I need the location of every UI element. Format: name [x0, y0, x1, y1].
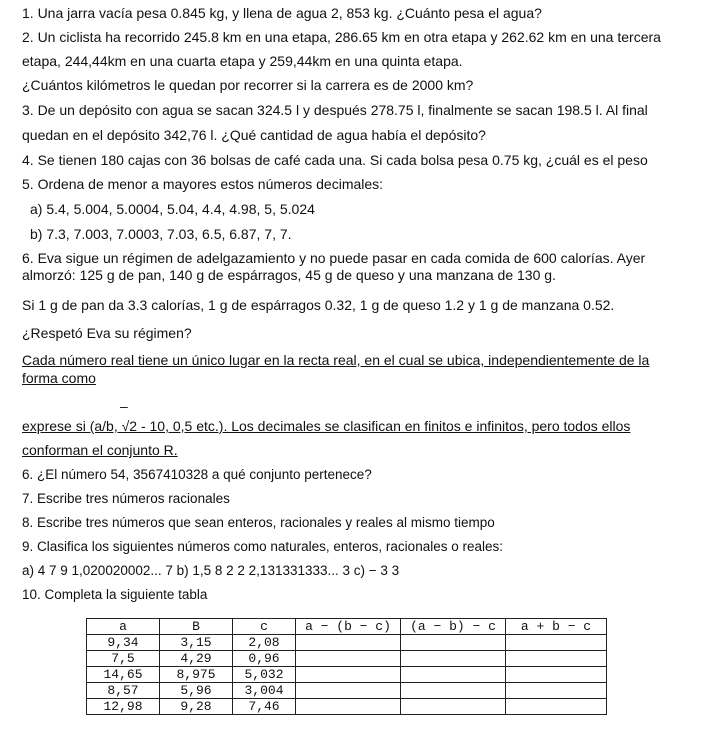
question-6: 6. ¿El número 54, 3567410328 a qué conjunto pertenece?	[22, 467, 372, 482]
answer-cell[interactable]	[506, 651, 607, 667]
answer-cell[interactable]	[506, 667, 607, 683]
problem-6-line-3: Si 1 g de pan da 3.3 calorías, 1 g de espárragos 0.32, 1 g de queso 1.2 y 1 g de manzana 0.52.	[22, 297, 615, 313]
cell-c: 0,96	[233, 651, 296, 667]
problem-6-line-1: 6. Eva sigue un régimen de adelgazamiento y no puede pasar en cada comida de 600 calorías. Ayer	[22, 250, 646, 266]
dash-mark: –	[120, 398, 128, 414]
answer-cell[interactable]	[296, 651, 401, 667]
cell-c: 2,08	[233, 635, 296, 651]
question-7: 7. Escribe tres números racionales	[22, 491, 230, 506]
problem-6-line-2: almorzó: 125 g de pan, 140 g de espárragos, 45 g de queso y una manzana de 130 g.	[22, 267, 556, 283]
cell-b: 9,28	[160, 699, 233, 715]
table-row	[87, 699, 607, 715]
header-b: B	[160, 619, 233, 635]
cell-b: 4,29	[160, 651, 233, 667]
question-9: 9. Clasifica los siguientes números como naturales, enteros, racionales o reales:	[22, 539, 503, 554]
answer-cell[interactable]	[296, 667, 401, 683]
answer-cell[interactable]	[506, 699, 607, 715]
cell-c: 5,032	[233, 667, 296, 683]
answer-cell[interactable]	[401, 699, 506, 715]
question-8: 8. Escribe tres números que sean enteros, racionales y reales al mismo tiempo	[22, 515, 495, 530]
answer-cell[interactable]	[401, 635, 506, 651]
cell-c: 7,46	[233, 699, 296, 715]
real-numbers-paragraph-1: Cada número real tiene un único lugar en la recta real, en el cual se ubica, independientemente de la	[22, 352, 650, 368]
problem-2-line-1: 2. Un ciclista ha recorrido 245.8 km en una etapa, 286.65 km en otra etapa y 262.62 km en una tercera	[22, 29, 661, 45]
table-row	[87, 667, 607, 683]
cell-c: 3,004	[233, 683, 296, 699]
answer-cell[interactable]	[401, 651, 506, 667]
exercise-table	[86, 618, 607, 715]
problem-6-question: ¿Respetó Eva su régimen?	[22, 325, 192, 341]
problem-5-a: a) 5.4, 5.004, 5.0004, 5.04, 4.4, 4.98, 5, 5.024	[30, 201, 315, 217]
table-row	[87, 683, 607, 699]
cell-a: 12,98	[87, 699, 160, 715]
header-c: c	[233, 619, 296, 635]
problem-3-line-1: 3. De un depósito con agua se sacan 324.5 l y después 278.75 l, finalmente se sacan 198.5 l. Al final	[22, 102, 648, 118]
answer-cell[interactable]	[296, 683, 401, 699]
real-numbers-paragraph-2: forma como	[22, 370, 96, 386]
cell-b: 8,975	[160, 667, 233, 683]
real-numbers-paragraph-3: exprese si (a/b, √2 - 10, 0,5 etc.). Los decimales se clasifican en finitos e infinitos, pero todos ellos	[22, 418, 631, 434]
answer-cell[interactable]	[506, 683, 607, 699]
header-expr-2: (a − b) − c	[401, 619, 506, 635]
answer-cell[interactable]	[296, 635, 401, 651]
answer-cell[interactable]	[401, 667, 506, 683]
cell-a: 9,34	[87, 635, 160, 651]
problem-3-line-2: quedan en el depósito 342,76 l. ¿Qué cantidad de agua había el depósito?	[22, 127, 486, 143]
cell-a: 8,57	[87, 683, 160, 699]
header-a: a	[87, 619, 160, 635]
table-header-row	[87, 619, 607, 635]
problem-2-question: ¿Cuántos kilómetros le quedan por recorrer si la carrera es de 2000 km?	[22, 77, 474, 93]
table-row	[87, 635, 607, 651]
problem-1: 1. Una jarra vacía pesa 0.845 kg, y llena de agua 2, 853 kg. ¿Cuánto pesa el agua?	[22, 5, 542, 21]
header-expr-3: a + b − c	[506, 619, 607, 635]
cell-a: 7,5	[87, 651, 160, 667]
problem-2-line-2: etapa, 244,44km en una cuarta etapa y 259,44km en una quinta etapa.	[22, 53, 463, 69]
problem-5-b: b) 7.3, 7.003, 7.0003, 7.03, 6.5, 6.87, 7, 7.	[30, 226, 292, 242]
answer-cell[interactable]	[401, 683, 506, 699]
cell-b: 3,15	[160, 635, 233, 651]
question-10: 10. Completa la siguiente tabla	[22, 587, 208, 602]
answer-cell[interactable]	[296, 699, 401, 715]
real-numbers-paragraph-4: conforman el conjunto R.	[22, 442, 178, 458]
problem-4: 4. Se tienen 180 cajas con 36 bolsas de café cada una. Si cada bolsa pesa 0.75 kg, ¿cuál es el peso	[22, 152, 648, 168]
answer-cell[interactable]	[506, 635, 607, 651]
cell-b: 5,96	[160, 683, 233, 699]
table-row	[87, 651, 607, 667]
cell-a: 14,65	[87, 667, 160, 683]
question-9-items: a) 4 7 9 1,020020002... 7 b) 1,5 8 2 2 2,131331333... 3 c) − 3 3	[22, 563, 400, 578]
header-expr-1: a − (b − c)	[296, 619, 401, 635]
problem-5: 5. Ordena de menor a mayores estos números decimales:	[22, 176, 384, 192]
